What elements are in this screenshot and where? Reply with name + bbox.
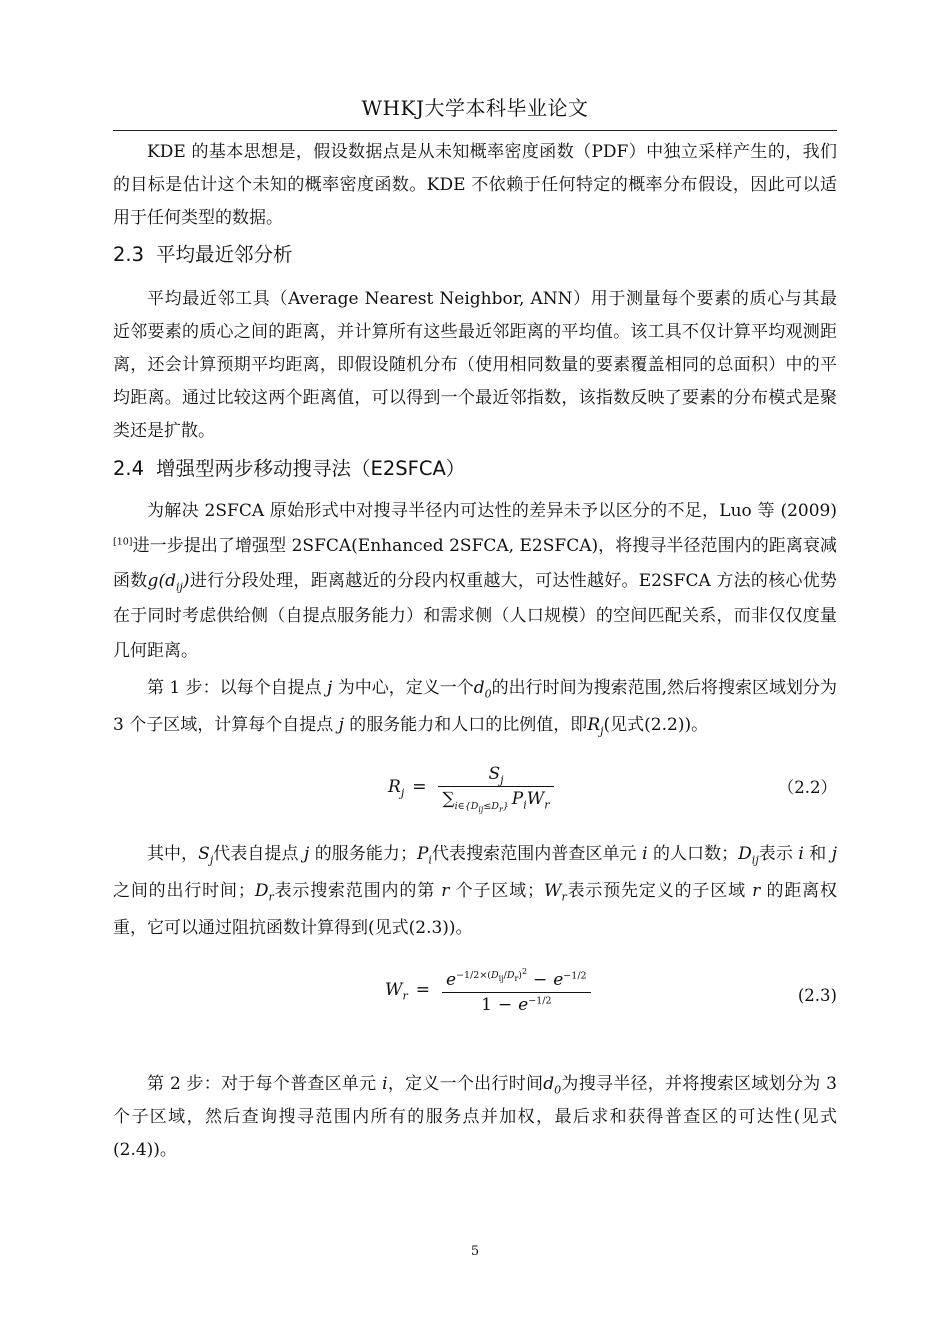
math-subscript: ij [478, 804, 484, 814]
text-run: 第 2 步：对于每个普查区单元 [147, 1074, 383, 1094]
text-run: 表示搜索范围内的第 [273, 881, 442, 901]
text-run: 的服务能力； [309, 844, 417, 864]
paragraph-step-1 [113, 670, 837, 744]
math-symbol: D [506, 969, 515, 981]
math-symbol: e [518, 994, 529, 1015]
math-symbol: W [544, 881, 562, 901]
exponent: −1/2×(Dij/Dr)2 [456, 966, 527, 983]
paragraph-kde: KDE 的基本思想是，假设数据点是从未知概率密度函数（PDF）中独立采样产生的，我们的目标是估计这个未知的概率密度函数。KDE 不依赖于任何特定的概率分布假设，因此可以适用于任何类型的数据。 [113, 142, 837, 228]
math-subscript: j [209, 853, 214, 867]
exponent: −1/2 [563, 969, 587, 981]
math-number: 2 [521, 966, 527, 976]
math-subscript: ij [175, 580, 183, 594]
text-run: 为中心，定义一个 [332, 678, 474, 698]
text-run: 进行分段处理，距离越近的分段内权重越大，可达性越好。E2SFCA 方法的核心优势在于同时考虑供给侧（自提点服务能力）和需求侧（人口规模）的空间匹配关系，而非仅仅度量几何距离。 [113, 571, 838, 661]
paragraph-ann: 平均最近邻工具（Average Nearest Neighbor, ANN）用于测量每个要素的质心与其最近邻要素的质心之间的距离，并计算所有这些最近邻距离的平均值。该工具不仅计算平均观测距离，还会计算预期平均距离，即假设随机分布（使用相同数量的要素覆盖相同的总面积）中的平均距离。通过比较这两个距离值，可以得到一个最近邻指数，该指数反映了要素的分布模式是聚类还是扩散。 [113, 289, 837, 441]
math-operator: × [479, 969, 488, 981]
math-symbol: D [738, 844, 752, 864]
math-operator: = [415, 980, 430, 1000]
numerator [484, 764, 507, 787]
math-subscript: ij [751, 853, 759, 867]
sum-index: i∈{Dij≤Dr} [454, 800, 509, 814]
math-operator: − [456, 969, 465, 981]
section-number: 2.4 [113, 457, 145, 480]
math-operator: − [528, 994, 537, 1006]
math-symbol: D [491, 969, 499, 981]
fraction [442, 966, 591, 1015]
paragraph-step-2 [113, 1068, 837, 1167]
math-subscript: 0 [484, 687, 492, 701]
math-symbol: j [338, 715, 344, 735]
math-symbol: i [454, 800, 458, 812]
math-operator: − [497, 994, 513, 1015]
math-symbol: R [388, 777, 401, 797]
math-symbol: S [488, 764, 501, 785]
equation-2-3 [113, 950, 837, 1030]
math-subscript: i [523, 798, 527, 812]
exponent: −1/2 [528, 994, 552, 1006]
math-pi [416, 844, 432, 867]
math-subscript: j [400, 786, 405, 800]
math-symbol: j [831, 844, 838, 864]
math-operator: = [412, 777, 427, 797]
math-subscript: i [428, 853, 432, 867]
math-operator: − [532, 969, 548, 990]
math-subscript: j [600, 724, 604, 738]
text-run: 表示 [758, 844, 799, 864]
text-run: 和 [803, 844, 832, 864]
math-subscript: j [500, 773, 504, 787]
text-run: 个子区域； [449, 881, 544, 901]
math-sj [198, 844, 214, 867]
text-run: 之间的出行时间； [113, 881, 255, 901]
math-subscript: r [561, 890, 567, 904]
section-heading-2-3 [113, 240, 837, 270]
section-title: 增强型两步移动搜寻法（E2SFCA） [156, 457, 466, 480]
section-number: 2.3 [113, 243, 145, 266]
equation-number: (2.3) [797, 986, 837, 1005]
math-number: 1 [536, 994, 543, 1006]
fraction-bar [442, 992, 591, 993]
math-symbol: S [198, 844, 210, 864]
math-wr [385, 980, 408, 1003]
math-subscript: ij [498, 973, 504, 983]
text-run: 的距离权重，它可以通过阻抗函数计算得到(见式(2.3))。 [113, 881, 838, 938]
math-operator: ∈ [457, 800, 465, 812]
text-run: 为搜寻半径，并将搜索区域划分为 3 个子区域，然后查询搜寻范围内所有的服务点并加权，最后求和获得普查区的可达性(见式(2.4))。 [113, 1074, 837, 1160]
math-symbol: r [441, 881, 450, 901]
math-d0 [543, 1074, 562, 1097]
text-run: 为解决 2SFCA 原始形式中对搜寻半径内可达性的差异未予以区分的不足，Luo 等 (2009) [147, 501, 837, 521]
math-symbol: W [526, 789, 545, 810]
math-subscript: r [268, 890, 274, 904]
math-subscript: r [514, 973, 519, 983]
math-symbol: j [327, 678, 333, 698]
math-operator: ∑ [442, 789, 455, 810]
text-run: 表示预先定义的子区域 [566, 881, 753, 901]
math-symbol: i [642, 844, 648, 864]
text-run: 第 1 步：以每个自提点 [147, 678, 328, 698]
text-run: (见式(2.2))。 [603, 715, 709, 735]
text-run: 其中， [147, 844, 199, 864]
section-title: 平均最近邻分析 [156, 243, 293, 266]
math-symbol: D [254, 881, 269, 901]
math-wr [544, 881, 567, 904]
numerator [442, 966, 591, 990]
math-symbol: D [491, 800, 499, 812]
math-symbol: i [798, 844, 804, 864]
page-number: 5 [470, 1244, 480, 1259]
math-symbol: r [752, 881, 761, 901]
math-symbol: e [446, 969, 457, 990]
math-symbol: i [382, 1074, 388, 1094]
text-run: 代表搜索范围内普查区单元 [431, 844, 643, 864]
fraction-bar [438, 786, 553, 787]
math-operator: − [563, 969, 572, 981]
text-run: 进一步提出了增强型 2SFCA(Enhanced 2SFCA, E2SFCA)，将搜寻半径范围内的距离衰减函数 [113, 536, 837, 591]
math-symbol: d [165, 571, 176, 591]
math-symbol: W [385, 980, 403, 1000]
page-header: WHKJ大学本科毕业论文 [361, 96, 589, 120]
math-d0 [473, 678, 492, 701]
math-symbol: j [303, 844, 310, 864]
text-run: 代表自提点 [213, 844, 304, 864]
math-dr [254, 881, 274, 904]
math-rj [388, 777, 405, 800]
equation-body [388, 752, 558, 822]
denominator [477, 995, 555, 1015]
math-subscript: r [402, 989, 408, 1003]
math-number: 1 [464, 969, 471, 981]
section-heading-2-4 [113, 454, 837, 484]
equation-body [385, 950, 595, 1030]
math-number: 2 [580, 969, 587, 981]
math-number: 2 [473, 969, 480, 981]
math-number: 1 [571, 969, 578, 981]
math-g-dij: $g(d_{ij})$ [147, 571, 190, 594]
math-number: 2 [545, 994, 552, 1006]
math-symbol: D [470, 800, 479, 812]
header-rule [113, 130, 837, 131]
math-symbol: P [416, 844, 429, 864]
math-symbol: d [543, 1074, 555, 1094]
math-subscript: 0 [554, 1083, 562, 1097]
equation-2-2 [113, 752, 837, 822]
text-run: 的出行时间为搜索范围,然后将搜索区域划分为 3 个子区域，计算每个自提点 [113, 678, 838, 735]
math-symbol: P [511, 789, 524, 810]
math-subscript: r [498, 804, 503, 814]
fraction [438, 764, 553, 814]
paragraph-e2sfca [113, 494, 837, 669]
citation: [10] [113, 536, 133, 548]
math-symbol: e [553, 969, 564, 990]
math-number: 1 [481, 994, 492, 1015]
text-run: 的服务能力和人口的比例值，即 [343, 715, 588, 735]
paragraph-where [113, 836, 837, 947]
text-run: ，定义一个出行时间 [387, 1074, 544, 1094]
denominator [438, 789, 553, 814]
math-dij [738, 844, 759, 867]
math-rj [587, 715, 604, 738]
math-subscript: r [544, 798, 550, 812]
math-symbol: R [587, 715, 601, 735]
text-run: 的人口数； [647, 844, 739, 864]
math-symbol: g [147, 571, 159, 591]
math-operator: ≤ [483, 800, 492, 812]
equation-number: （2.2） [777, 778, 837, 797]
math-symbol: d [473, 678, 485, 698]
